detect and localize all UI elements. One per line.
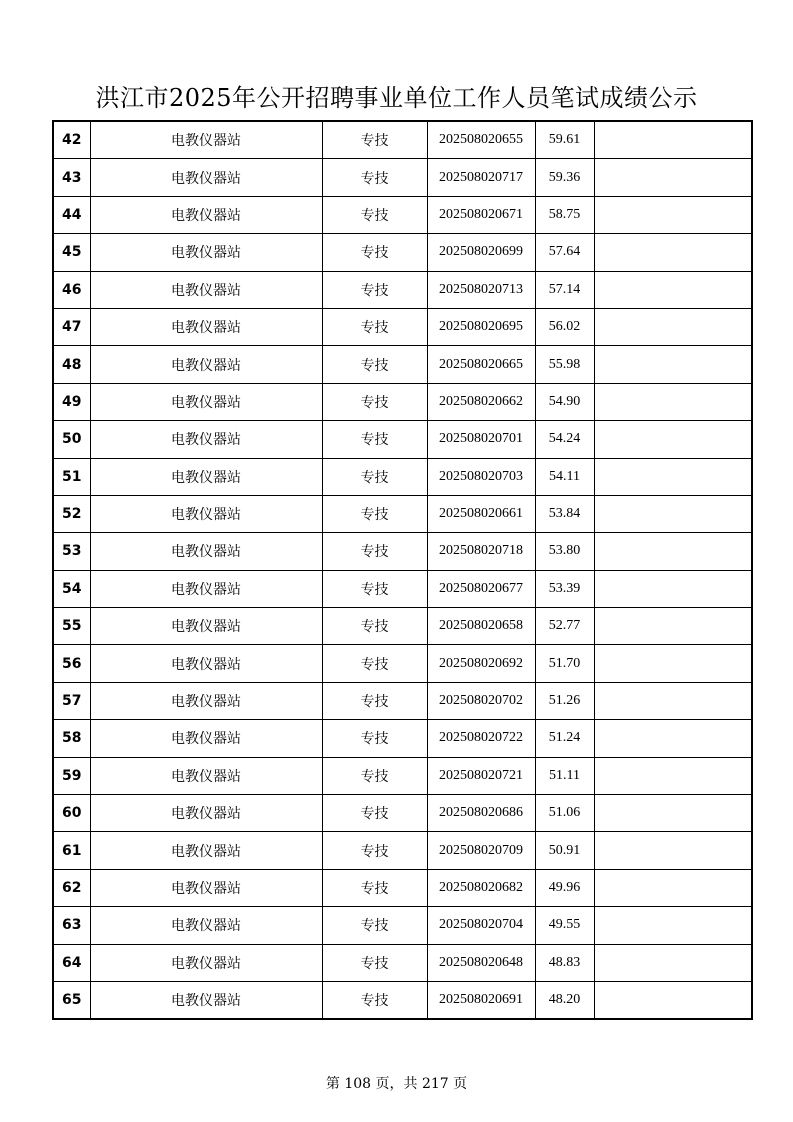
unit-name-cell: 电教仪器站	[90, 121, 322, 159]
written-score-cell: 49.55	[535, 907, 594, 944]
table-row	[53, 944, 752, 981]
exam-id-cell: 202508020717	[427, 159, 535, 196]
written-score-cell: 51.70	[535, 645, 594, 682]
table-row	[53, 682, 752, 719]
row-number-cell: 57	[53, 682, 90, 719]
table-row	[53, 757, 752, 794]
table-row	[53, 869, 752, 906]
written-score-cell: 51.24	[535, 720, 594, 757]
remark-cell	[594, 795, 752, 832]
exam-id-cell: 202508020658	[427, 608, 535, 645]
unit-name-cell: 电教仪器站	[90, 720, 322, 757]
remark-cell	[594, 570, 752, 607]
table-row	[53, 832, 752, 869]
written-score-cell: 49.96	[535, 869, 594, 906]
written-score-cell: 54.11	[535, 458, 594, 495]
score-table	[52, 120, 753, 1020]
remark-cell	[594, 196, 752, 233]
exam-id-cell: 202508020703	[427, 458, 535, 495]
exam-id-cell: 202508020722	[427, 720, 535, 757]
written-score-cell: 54.90	[535, 383, 594, 420]
post-category-cell: 专技	[322, 944, 427, 981]
post-category-cell: 专技	[322, 907, 427, 944]
remark-cell	[594, 608, 752, 645]
row-number-cell: 48	[53, 346, 90, 383]
written-score-cell: 51.26	[535, 682, 594, 719]
exam-id-cell: 202508020662	[427, 383, 535, 420]
table-row	[53, 608, 752, 645]
post-category-cell: 专技	[322, 196, 427, 233]
post-category-cell: 专技	[322, 869, 427, 906]
post-category-cell: 专技	[322, 981, 427, 1019]
post-category-cell: 专技	[322, 121, 427, 159]
post-category-cell: 专技	[322, 645, 427, 682]
post-category-cell: 专技	[322, 757, 427, 794]
row-number-cell: 63	[53, 907, 90, 944]
remark-cell	[594, 907, 752, 944]
row-number-cell: 54	[53, 570, 90, 607]
row-number-cell: 65	[53, 981, 90, 1019]
remark-cell	[594, 458, 752, 495]
table-row	[53, 907, 752, 944]
written-score-cell: 53.80	[535, 533, 594, 570]
exam-id-cell: 202508020695	[427, 308, 535, 345]
exam-id-cell: 202508020665	[427, 346, 535, 383]
post-category-cell: 专技	[322, 533, 427, 570]
post-category-cell: 专技	[322, 720, 427, 757]
remark-cell	[594, 234, 752, 271]
table-row	[53, 795, 752, 832]
table-row	[53, 121, 752, 159]
unit-name-cell: 电教仪器站	[90, 458, 322, 495]
post-category-cell: 专技	[322, 458, 427, 495]
unit-name-cell: 电教仪器站	[90, 383, 322, 420]
remark-cell	[594, 271, 752, 308]
remark-cell	[594, 159, 752, 196]
table-row	[53, 570, 752, 607]
row-number-cell: 47	[53, 308, 90, 345]
row-number-cell: 49	[53, 383, 90, 420]
remark-cell	[594, 495, 752, 532]
unit-name-cell: 电教仪器站	[90, 608, 322, 645]
row-number-cell: 52	[53, 495, 90, 532]
unit-name-cell: 电教仪器站	[90, 907, 322, 944]
row-number-cell: 64	[53, 944, 90, 981]
row-number-cell: 50	[53, 421, 90, 458]
table-row	[53, 234, 752, 271]
post-category-cell: 专技	[322, 346, 427, 383]
unit-name-cell: 电教仪器站	[90, 196, 322, 233]
table-row	[53, 981, 752, 1019]
post-category-cell: 专技	[322, 832, 427, 869]
written-score-cell: 51.06	[535, 795, 594, 832]
remark-cell	[594, 346, 752, 383]
exam-id-cell: 202508020692	[427, 645, 535, 682]
written-score-cell: 56.02	[535, 308, 594, 345]
table-row	[53, 720, 752, 757]
row-number-cell: 42	[53, 121, 90, 159]
page-footer: 第 108 页，共 217 页	[325, 1076, 468, 1092]
exam-id-cell: 202508020686	[427, 795, 535, 832]
row-number-cell: 51	[53, 458, 90, 495]
written-score-cell: 48.83	[535, 944, 594, 981]
score-table-body	[53, 121, 752, 1019]
table-row	[53, 159, 752, 196]
unit-name-cell: 电教仪器站	[90, 832, 322, 869]
remark-cell	[594, 720, 752, 757]
remark-cell	[594, 121, 752, 159]
page-title: 洪江市2025年公开招聘事业单位工作人员笔试成绩公示	[95, 84, 698, 112]
remark-cell	[594, 981, 752, 1019]
table-row	[53, 346, 752, 383]
remark-cell	[594, 832, 752, 869]
exam-id-cell: 202508020691	[427, 981, 535, 1019]
written-score-cell: 59.36	[535, 159, 594, 196]
exam-id-cell: 202508020671	[427, 196, 535, 233]
row-number-cell: 46	[53, 271, 90, 308]
unit-name-cell: 电教仪器站	[90, 757, 322, 794]
table-row	[53, 421, 752, 458]
written-score-cell: 57.64	[535, 234, 594, 271]
unit-name-cell: 电教仪器站	[90, 308, 322, 345]
exam-id-cell: 202508020682	[427, 869, 535, 906]
row-number-cell: 61	[53, 832, 90, 869]
written-score-cell: 51.11	[535, 757, 594, 794]
remark-cell	[594, 533, 752, 570]
table-row	[53, 271, 752, 308]
post-category-cell: 专技	[322, 421, 427, 458]
row-number-cell: 55	[53, 608, 90, 645]
remark-cell	[594, 383, 752, 420]
table-row	[53, 645, 752, 682]
post-category-cell: 专技	[322, 383, 427, 420]
remark-cell	[594, 944, 752, 981]
remark-cell	[594, 757, 752, 794]
exam-id-cell: 202508020718	[427, 533, 535, 570]
unit-name-cell: 电教仪器站	[90, 346, 322, 383]
exam-id-cell: 202508020655	[427, 121, 535, 159]
table-row	[53, 196, 752, 233]
exam-id-cell: 202508020648	[427, 944, 535, 981]
unit-name-cell: 电教仪器站	[90, 570, 322, 607]
written-score-cell: 58.75	[535, 196, 594, 233]
table-row	[53, 533, 752, 570]
written-score-cell: 57.14	[535, 271, 594, 308]
exam-id-cell: 202508020661	[427, 495, 535, 532]
unit-name-cell: 电教仪器站	[90, 645, 322, 682]
exam-id-cell: 202508020704	[427, 907, 535, 944]
exam-id-cell: 202508020702	[427, 682, 535, 719]
written-score-cell: 53.39	[535, 570, 594, 607]
unit-name-cell: 电教仪器站	[90, 795, 322, 832]
table-row	[53, 383, 752, 420]
table-row	[53, 495, 752, 532]
table-row	[53, 308, 752, 345]
remark-cell	[594, 645, 752, 682]
remark-cell	[594, 308, 752, 345]
unit-name-cell: 电教仪器站	[90, 533, 322, 570]
unit-name-cell: 电教仪器站	[90, 981, 322, 1019]
post-category-cell: 专技	[322, 570, 427, 607]
written-score-cell: 54.24	[535, 421, 594, 458]
row-number-cell: 58	[53, 720, 90, 757]
post-category-cell: 专技	[322, 234, 427, 271]
exam-id-cell: 202508020701	[427, 421, 535, 458]
row-number-cell: 53	[53, 533, 90, 570]
unit-name-cell: 电教仪器站	[90, 682, 322, 719]
exam-id-cell: 202508020721	[427, 757, 535, 794]
row-number-cell: 59	[53, 757, 90, 794]
post-category-cell: 专技	[322, 608, 427, 645]
remark-cell	[594, 682, 752, 719]
post-category-cell: 专技	[322, 271, 427, 308]
written-score-cell: 52.77	[535, 608, 594, 645]
unit-name-cell: 电教仪器站	[90, 271, 322, 308]
unit-name-cell: 电教仪器站	[90, 495, 322, 532]
exam-id-cell: 202508020713	[427, 271, 535, 308]
written-score-cell: 53.84	[535, 495, 594, 532]
post-category-cell: 专技	[322, 308, 427, 345]
row-number-cell: 43	[53, 159, 90, 196]
written-score-cell: 50.91	[535, 832, 594, 869]
exam-id-cell: 202508020677	[427, 570, 535, 607]
row-number-cell: 44	[53, 196, 90, 233]
remark-cell	[594, 421, 752, 458]
row-number-cell: 62	[53, 869, 90, 906]
exam-id-cell: 202508020699	[427, 234, 535, 271]
written-score-cell: 48.20	[535, 981, 594, 1019]
post-category-cell: 专技	[322, 159, 427, 196]
written-score-cell: 59.61	[535, 121, 594, 159]
table-row	[53, 458, 752, 495]
row-number-cell: 56	[53, 645, 90, 682]
unit-name-cell: 电教仪器站	[90, 421, 322, 458]
post-category-cell: 专技	[322, 795, 427, 832]
unit-name-cell: 电教仪器站	[90, 869, 322, 906]
exam-id-cell: 202508020709	[427, 832, 535, 869]
row-number-cell: 45	[53, 234, 90, 271]
unit-name-cell: 电教仪器站	[90, 944, 322, 981]
written-score-cell: 55.98	[535, 346, 594, 383]
unit-name-cell: 电教仪器站	[90, 234, 322, 271]
post-category-cell: 专技	[322, 495, 427, 532]
row-number-cell: 60	[53, 795, 90, 832]
remark-cell	[594, 869, 752, 906]
post-category-cell: 专技	[322, 682, 427, 719]
unit-name-cell: 电教仪器站	[90, 159, 322, 196]
